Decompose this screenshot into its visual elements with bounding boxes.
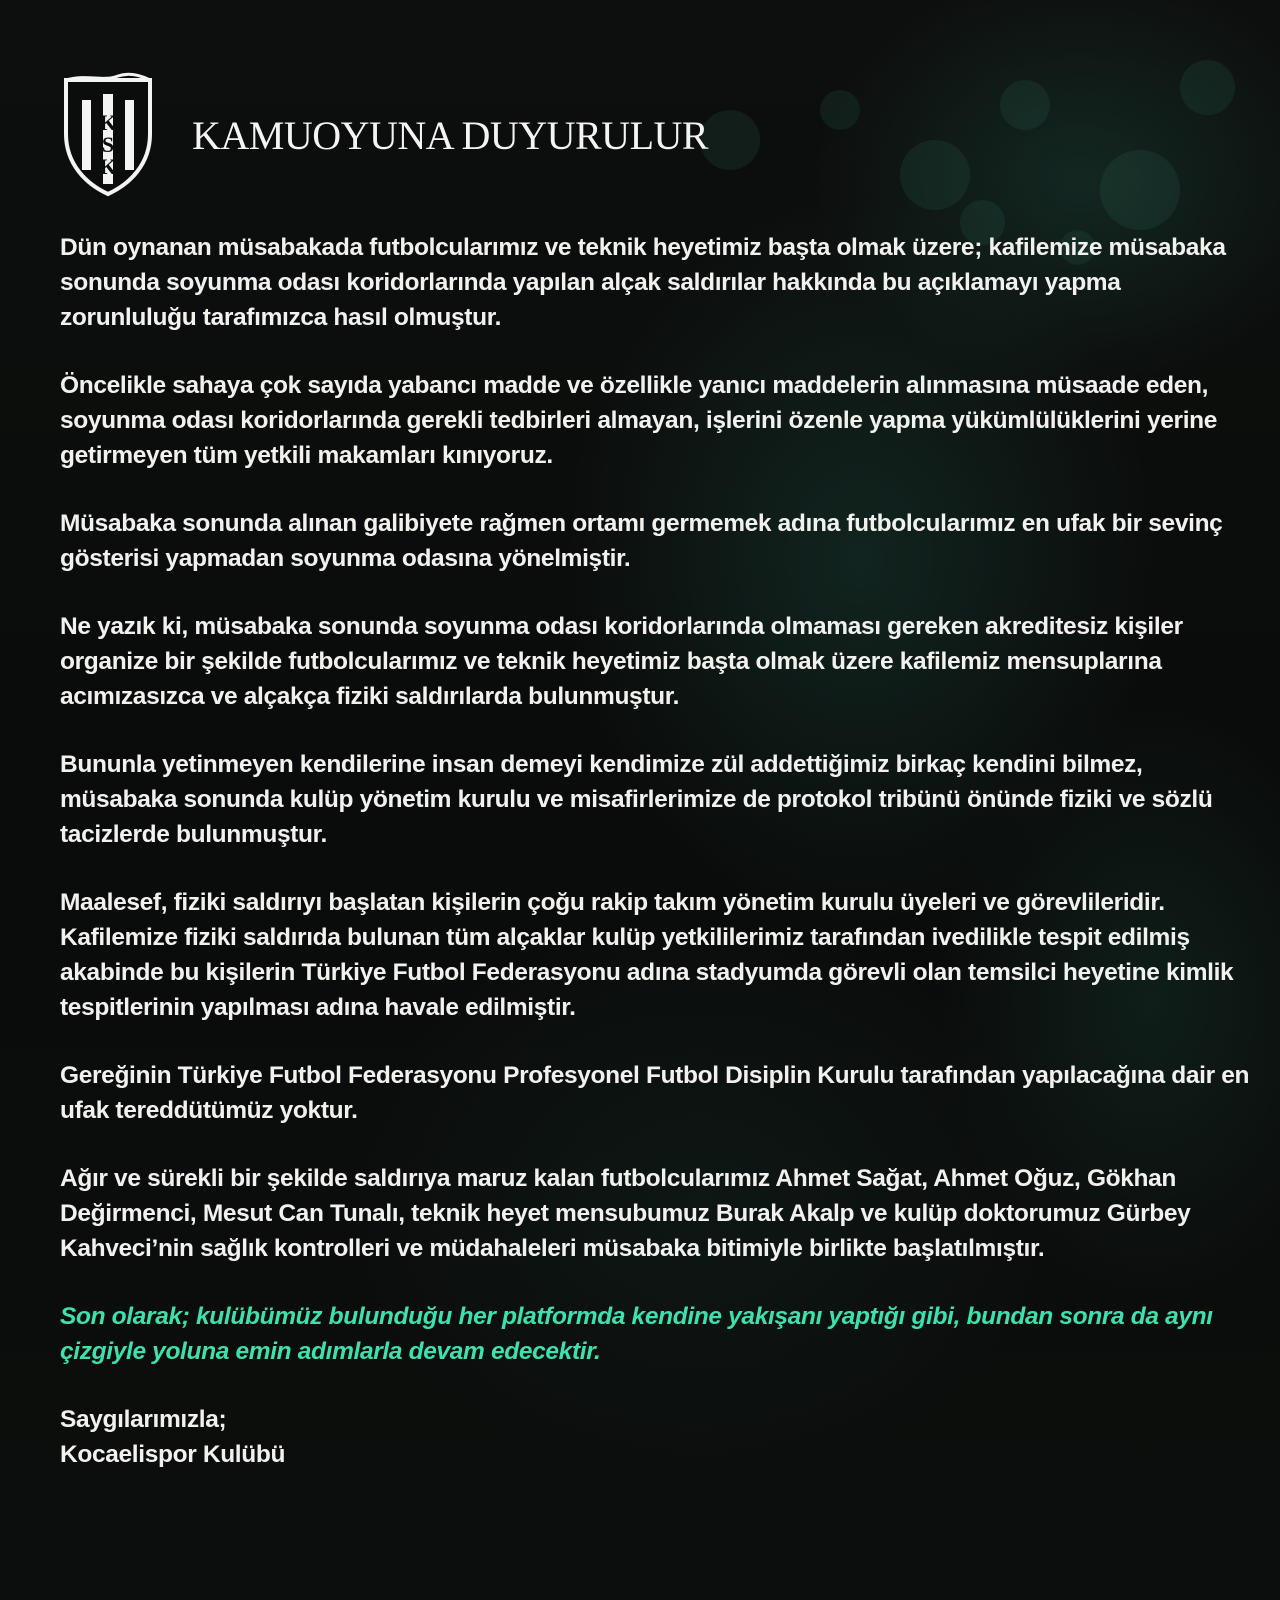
background-bokeh xyxy=(820,90,860,130)
club-crest-logo xyxy=(58,72,158,198)
background-bokeh xyxy=(1000,80,1050,130)
statement-paragraph: Öncelikle sahaya çok sayıda yabancı madde ve özellikle yanıcı maddelerin alınmasına müsaade eden, soyunma odası koridorlarında gerekli tedbirleri almayan, işlerini özenle yapma yükümlülüklerini yerine getirmeyen tüm yetkili makamları kınıyoruz. xyxy=(60,372,1218,469)
statement-paragraph: Bununla yetinmeyen kendilerine insan demeyi kendimize zül addettiğimiz birkaç kendini bilmez, müsabaka sonunda kulüp yönetim kurulu ve misafirlerimize de protokol tribünü önünde fiziki ve sözlü tacizlerde bulunmuştur. xyxy=(60,751,1213,848)
statement-body xyxy=(60,230,1250,1472)
signature-greeting: Saygılarımızla; xyxy=(60,1406,227,1433)
statement-paragraph: Dün oynanan müsabakada futbolcularımız ve teknik heyetimiz başta olmak üzere; kafilemize müsabaka sonunda soyunma odası koridorlarında yapılan alçak saldırılar hakkında bu açıklamayı yapma zorunluluğu tarafımızca hasıl olmuştur. xyxy=(60,234,1226,331)
background-bokeh xyxy=(900,140,970,210)
background-bokeh xyxy=(1180,60,1235,115)
header xyxy=(58,72,708,198)
statement-paragraph: Maalesef, fiziki saldırıyı başlatan kişilerin çoğu rakip takım yönetim kurulu üyeleri ve görevlileridir. Kafilemize fiziki saldırıda bulunan tüm alçaklar kulüp yetkililerimiz tarafından ivedilikle tespit edilmiş akabinde bu kişilerin Türkiye Futbol Federasyonu adına stadyumda görevli olan temsilci heyetine kimlik tespitlerinin yapılması adına havale edilmiştir. xyxy=(60,889,1234,1021)
svg-text:K: K xyxy=(99,110,117,135)
statement-paragraph: Ne yazık ki, müsabaka sonunda soyunma odası koridorlarında olmaması gereken akreditesiz kişiler organize bir şekilde futbolcularımız ve teknik heyetimiz başta olmak üzere kafilemiz mensuplarına acımızasızca ve alçakça fiziki saldırılarda bulunmuştur. xyxy=(60,613,1183,710)
statement-paragraph: Ağır ve sürekli bir şekilde saldırıya maruz kalan futbolcularımız Ahmet Sağat, Ahmet Oğuz, Gökhan Değirmenci, Mesut Can Tunalı, teknik heyet mensubumuz Burak Akalp ve kulüp doktorumuz Gürbey Kahveci’nin sağlık kontrolleri ve müdahaleleri müsabaka bitimiyle birlikte başlatılmıştır. xyxy=(60,1165,1191,1262)
closing-statement: Son olarak; kulübümüz bulunduğu her platformda kendine yakışanı yaptığı gibi, bundan sonra da aynı çizgiyle yoluna emin adımlarla devam edecektir. xyxy=(60,1303,1213,1365)
statement-paragraph: Müsabaka sonunda alınan galibiyete rağmen ortamı germemek adına futbolcularımız en ufak bir sevinç gösterisi yapmadan soyunma odasına yönelmiştir. xyxy=(60,510,1223,572)
signature-club-name: Kocaelispor Kulübü xyxy=(60,1441,286,1468)
background-bokeh xyxy=(700,110,760,170)
statement-paragraph: Gereğinin Türkiye Futbol Federasyonu Profesyonel Futbol Disiplin Kurulu tarafından yapılacağına dair en ufak tereddütümüz yoktur. xyxy=(60,1062,1250,1124)
background-bokeh xyxy=(1100,150,1180,230)
svg-text:K: K xyxy=(99,154,117,179)
svg-text:S: S xyxy=(101,132,115,157)
page-title: KAMUOYUNA DUYURULUR xyxy=(192,112,709,158)
